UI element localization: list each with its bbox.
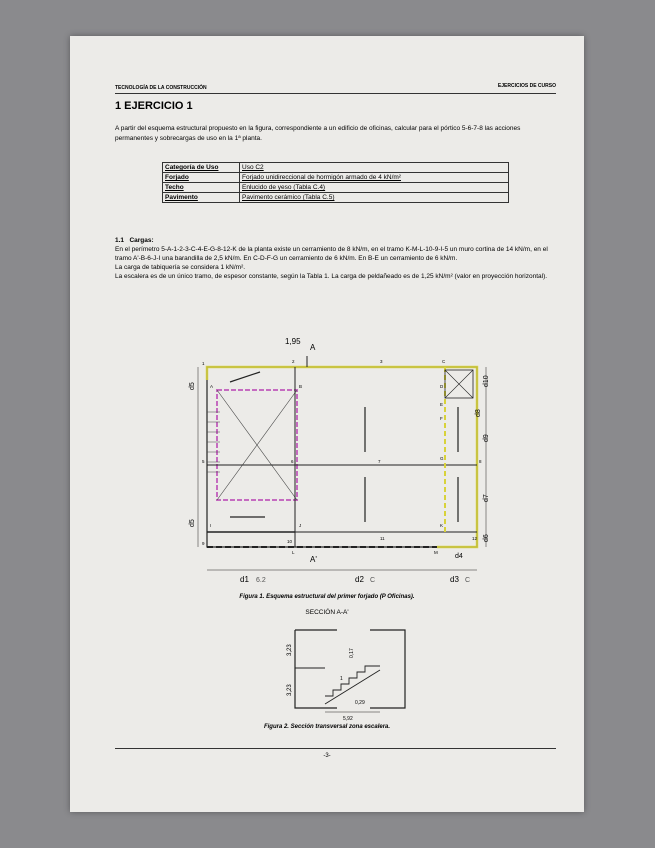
node-label: 8 [479,459,482,464]
dim-top: 1,95 [285,337,301,346]
dim-d1: d1 [240,575,249,584]
node-label: K [440,523,444,528]
section-heading [115,236,560,245]
node-label: 9 [202,541,205,546]
dim-left-top: d5 [189,382,196,390]
page-number: -3- [323,753,331,759]
node-label: 12 [472,536,478,541]
stair-section-figure [285,620,415,720]
dim-left-bottom: d5 [189,519,196,527]
table-cell-label: Techo [163,183,240,193]
node-label: 1 [202,361,205,366]
node-label: G [440,456,444,461]
section-title-aa: SECCIÓN A-A' [305,609,349,616]
node-label: 10 [287,539,293,544]
table-cell-value: Uso C2 [240,163,509,173]
handwritten-note-1: 6.2 [256,577,266,584]
table-row [163,173,509,183]
section-title: Cargas: [129,237,154,244]
loads-paragraph-1: En el perímetro 5-A-1-2-3-C-4-E-G-8-12-K de la planta existe un cerramiento de 8 kN/m, en el tramo K-M-L-10-9-I-5 un muro cortina de 14 kN/m, en el tramo A'-B-6-J-I una barandilla de 2,5 kN/m. En C-D-F-G un cerramiento de 6 kN/m. En B-E un cerramiento de 6 kN/m. [115,246,548,262]
dim-d6: d6 [483,534,490,542]
table-cell-value: Pavimento cerámico (Tabla C.5) [240,193,509,203]
section-marker-top: A [310,343,316,352]
node-label: F [440,416,443,421]
table-row [163,163,509,173]
node-label: M [434,550,438,555]
dim-0-29: 0,29 [355,700,365,706]
exercise-title: 1 EJERCICIO 1 [115,100,193,112]
node-label: 11 [380,536,385,541]
dim-d9: d9 [483,434,490,442]
node-label: 3 [380,359,383,364]
dim-3-23-lower: 3,23 [287,684,293,696]
dim-d4: d4 [455,553,463,560]
page-header [115,83,556,94]
node-label: A [210,384,214,389]
document-page [70,36,584,812]
node-label: B [299,384,303,389]
node-label: D [440,384,444,389]
node-label: J [299,523,302,528]
section-marker-bottom: A' [310,555,317,564]
figure2-caption: Figura 2. Sección transversal zona escalera. [263,724,391,730]
table-cell-label: Categoría de Uso [163,163,240,173]
node-label: E [440,402,444,407]
handwritten-note-2: C [370,577,376,584]
handwritten-note-3: C [465,577,471,584]
node-label: I [210,523,212,528]
node-label: 5 [202,459,205,464]
header-left: TECNOLOGÍA DE LA CONSTRUCCIÓN [115,85,207,91]
loads-section [115,236,560,281]
table-cell-value: Enlucido de yeso (Tabla C.4) [240,183,509,193]
dim-1: 1 [340,676,343,682]
usage-table [162,162,509,203]
table-cell-label: Pavimento [163,193,240,203]
table-cell-label: Forjado [163,173,240,183]
node-label: C [442,359,446,364]
dim-3-23-upper: 3,23 [287,644,293,656]
node-label: L [292,550,295,555]
header-right: EJERCICIOS DE CURSO [497,83,556,89]
node-label: 7 [378,459,381,464]
footer-rule [115,748,556,749]
node-label: 2 [292,359,295,364]
intro-paragraph: A partir del esquema estructural propuesto en la figura, correspondiente a un edificio de oficinas, calcular para el pórtico 5-6-7-8 las acciones permanentes y sobrecargas de uso en la 1ª planta. [115,125,521,142]
loads-paragraph-3: La escalera es de un único tramo, de espesor constante, según la Tabla 1. La carga de peldañeado es de 1,25 kN/m² (valor en proyección horizontal). [115,273,548,280]
dim-d10: d10 [483,375,490,387]
table-cell-value: Forjado unidireccional de hormigón armado de 4 kN/m² [240,173,509,183]
table-row [163,193,509,203]
dim-d3: d3 [450,575,459,584]
dim-0-17: 0,17 [349,648,355,658]
figure1-caption: Figura 1. Esquema estructural del primer forjado (P Oficinas). [239,594,415,600]
structural-plan-figure [190,332,490,590]
dim-5-92: 5,92 [343,716,353,722]
node-label: 6 [291,459,294,464]
table-row [163,183,509,193]
dim-d2: d2 [355,575,364,584]
dim-d7: d7 [483,494,490,502]
loads-paragraph-2: La carga de tabiquería se considera 1 kN/m². [115,264,246,271]
dim-d8: d8 [475,409,482,417]
section-number: 1.1 [115,237,125,244]
